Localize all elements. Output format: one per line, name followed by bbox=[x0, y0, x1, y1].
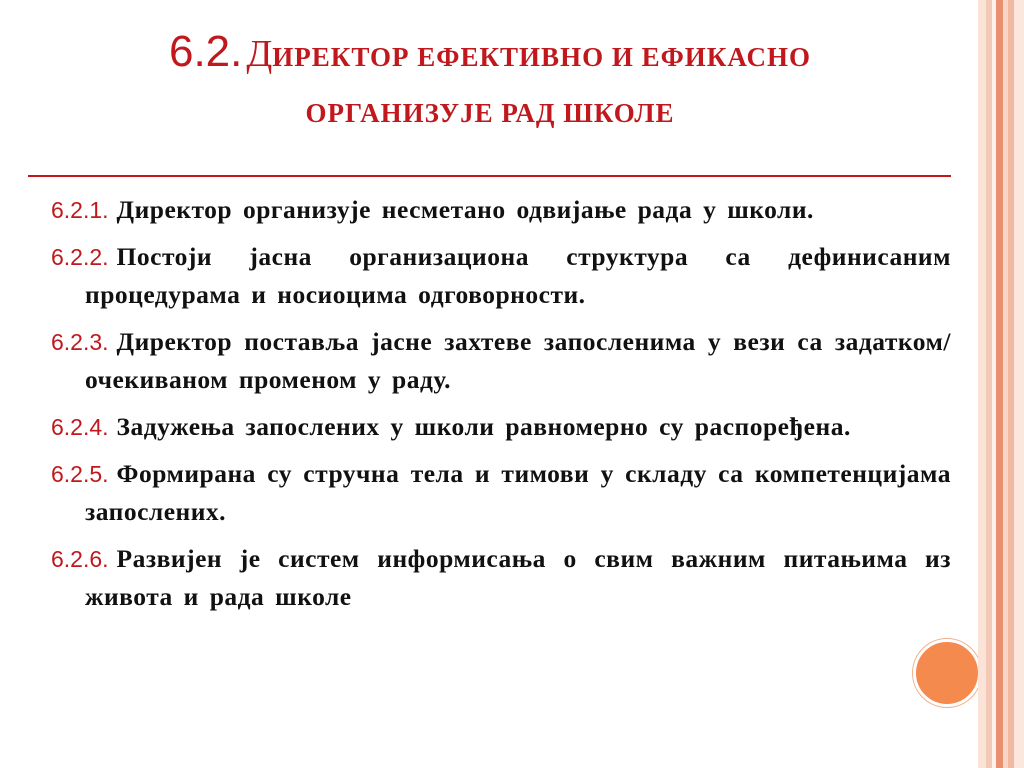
stripe-1 bbox=[978, 0, 986, 768]
stripe-7 bbox=[1014, 0, 1024, 768]
decorative-stripes bbox=[978, 0, 1024, 768]
item-number: 6.2.5. bbox=[51, 461, 109, 487]
item-text: Постоји јасна организациона структура са дефинисаним процедурама и носиоцима одговорности. bbox=[85, 242, 951, 309]
list-item bbox=[51, 540, 951, 616]
item-number: 6.2.6. bbox=[51, 546, 109, 572]
standards-list bbox=[51, 191, 951, 625]
title-divider bbox=[28, 175, 951, 177]
title-first-capital: Д bbox=[246, 33, 273, 75]
list-item bbox=[51, 455, 951, 531]
item-text: Задужења запослених у школи равномерно су распоређена. bbox=[116, 412, 851, 441]
title-line-1 bbox=[30, 27, 950, 88]
title-line-1-text: ИРЕКТОР ЕФЕКТИВНО И ЕФИКАСНО bbox=[272, 42, 812, 72]
item-text: Формирана су стручна тела и тимови у складу са компетенцијама запослених. bbox=[85, 459, 951, 526]
list-item bbox=[51, 191, 951, 229]
item-text: Директор организује несметано одвијање рада у школи. bbox=[116, 195, 814, 224]
decorative-orange-circle bbox=[913, 639, 979, 707]
item-number: 6.2.3. bbox=[51, 329, 109, 355]
item-number: 6.2.2. bbox=[51, 244, 109, 270]
item-number: 6.2.4. bbox=[51, 414, 109, 440]
list-item bbox=[51, 408, 951, 446]
slide-title bbox=[30, 27, 950, 128]
item-text: Директор поставља јасне захтеве запосленима у вези са задатком/очекиваном променом у раду. bbox=[85, 327, 951, 394]
list-item bbox=[51, 323, 951, 399]
item-number: 6.2.1. bbox=[51, 197, 109, 223]
list-item bbox=[51, 238, 951, 314]
stripe-4 bbox=[996, 0, 1003, 768]
title-line-2: ОРГАНИЗУЈЕ РАД ШКОЛЕ bbox=[305, 98, 675, 128]
title-number: 6.2. bbox=[168, 27, 243, 76]
item-text: Развијен је систем информисања о свим важним питањима из живота и рада школе bbox=[85, 544, 951, 611]
